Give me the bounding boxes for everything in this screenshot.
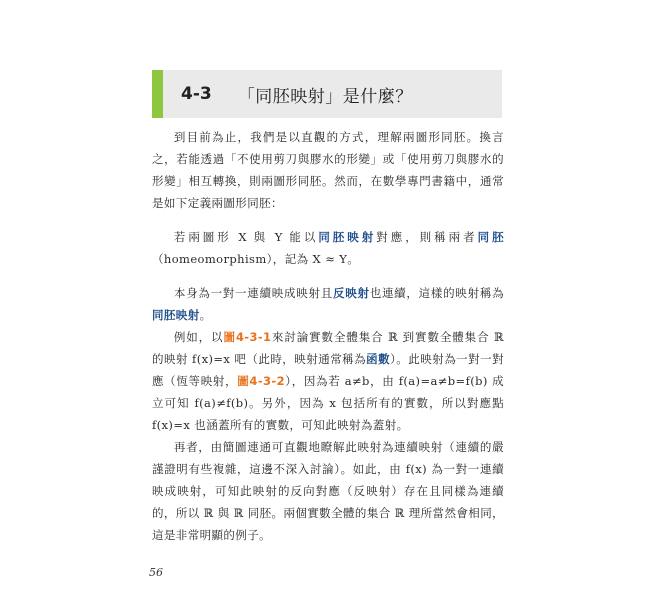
paragraph-example bbox=[152, 326, 504, 436]
para3-text-1: 例如，以 bbox=[173, 330, 224, 344]
keyword-homeomorphism-map: 同胚映射 bbox=[152, 308, 200, 322]
para2-text-1: 本身為一對一連續映成映射且 bbox=[173, 286, 333, 300]
keyword-function: 函數 bbox=[366, 352, 391, 366]
section-header bbox=[152, 70, 502, 118]
keyword-inverse-map: 反映射 bbox=[332, 286, 370, 300]
figure-ref-4-3-2[interactable]: 圖4-3-2 bbox=[237, 374, 285, 388]
para3-text-2: 來討論實數全體集合 ℝ 到實數全體集合 ℝ 的映射 f(x)=x 吧（此時，映射通常稱為 bbox=[152, 330, 505, 366]
keyword-homeomorphic-map: 同胚映射 bbox=[318, 230, 377, 244]
definition-text-1: 若兩圖形 X 與 Y 能以 bbox=[173, 230, 319, 244]
definition-text-2: 對應，則稱兩者 bbox=[376, 230, 478, 244]
section-number: 4-3 bbox=[181, 84, 212, 104]
accent-bar bbox=[152, 70, 163, 118]
body-text bbox=[152, 126, 504, 546]
definition-text-3: （homeomorphism），記為 X ≈ Y。 bbox=[152, 252, 360, 266]
para3-text-3: ）。此映射為一對一對應（恆等映射， bbox=[152, 352, 504, 388]
section-title: 「同胚映射」是什麼？ bbox=[237, 86, 413, 107]
keyword-homeomorphic: 同胚 bbox=[477, 230, 504, 244]
para2-text-3: 。 bbox=[199, 308, 212, 322]
paragraph-continuity: 再者，由簡圖連通可直觀地瞭解此映射為連續映射（連續的嚴謹證明有些複雜，這邊不深入討論）。如此，由 f(x) 為一對一連續映成映射，可知此映射的反向對應（反映射）存在且同樣為連續的，所以 ℝ 與 ℝ 同胚。兩個實數全體的集合 ℝ 理所當然會相同，這是非常明顯的例子。 bbox=[152, 440, 504, 542]
paragraph-intro: 到目前為止，我們是以直觀的方式，理解兩圖形同胚。換言之，若能透過「不使用剪刀與膠水的形變」或「使用剪刀與膠水的形變」相互轉換，則兩圖形同胚。然而，在數學專門書籍中，通常是如下定義兩圖形同胚： bbox=[152, 130, 504, 210]
page-number: 56 bbox=[149, 566, 163, 579]
paragraph-map-definition bbox=[152, 282, 504, 326]
figure-ref-4-3-1[interactable]: 圖4-3-1 bbox=[223, 330, 272, 344]
para3-text-4: ），因為若 a≠b，由 f(a)=a≠b=f(b) 成立可知 f(a)≠f(b)。另外，因為 x 包括所有的實數，所以對應點 f(x)=x 也涵蓋所有的實數，可知此映射為蓋射。 bbox=[152, 374, 504, 432]
paragraph-definition bbox=[152, 226, 504, 270]
para2-text-2: 也連續，這樣的映射稱為 bbox=[369, 286, 505, 300]
